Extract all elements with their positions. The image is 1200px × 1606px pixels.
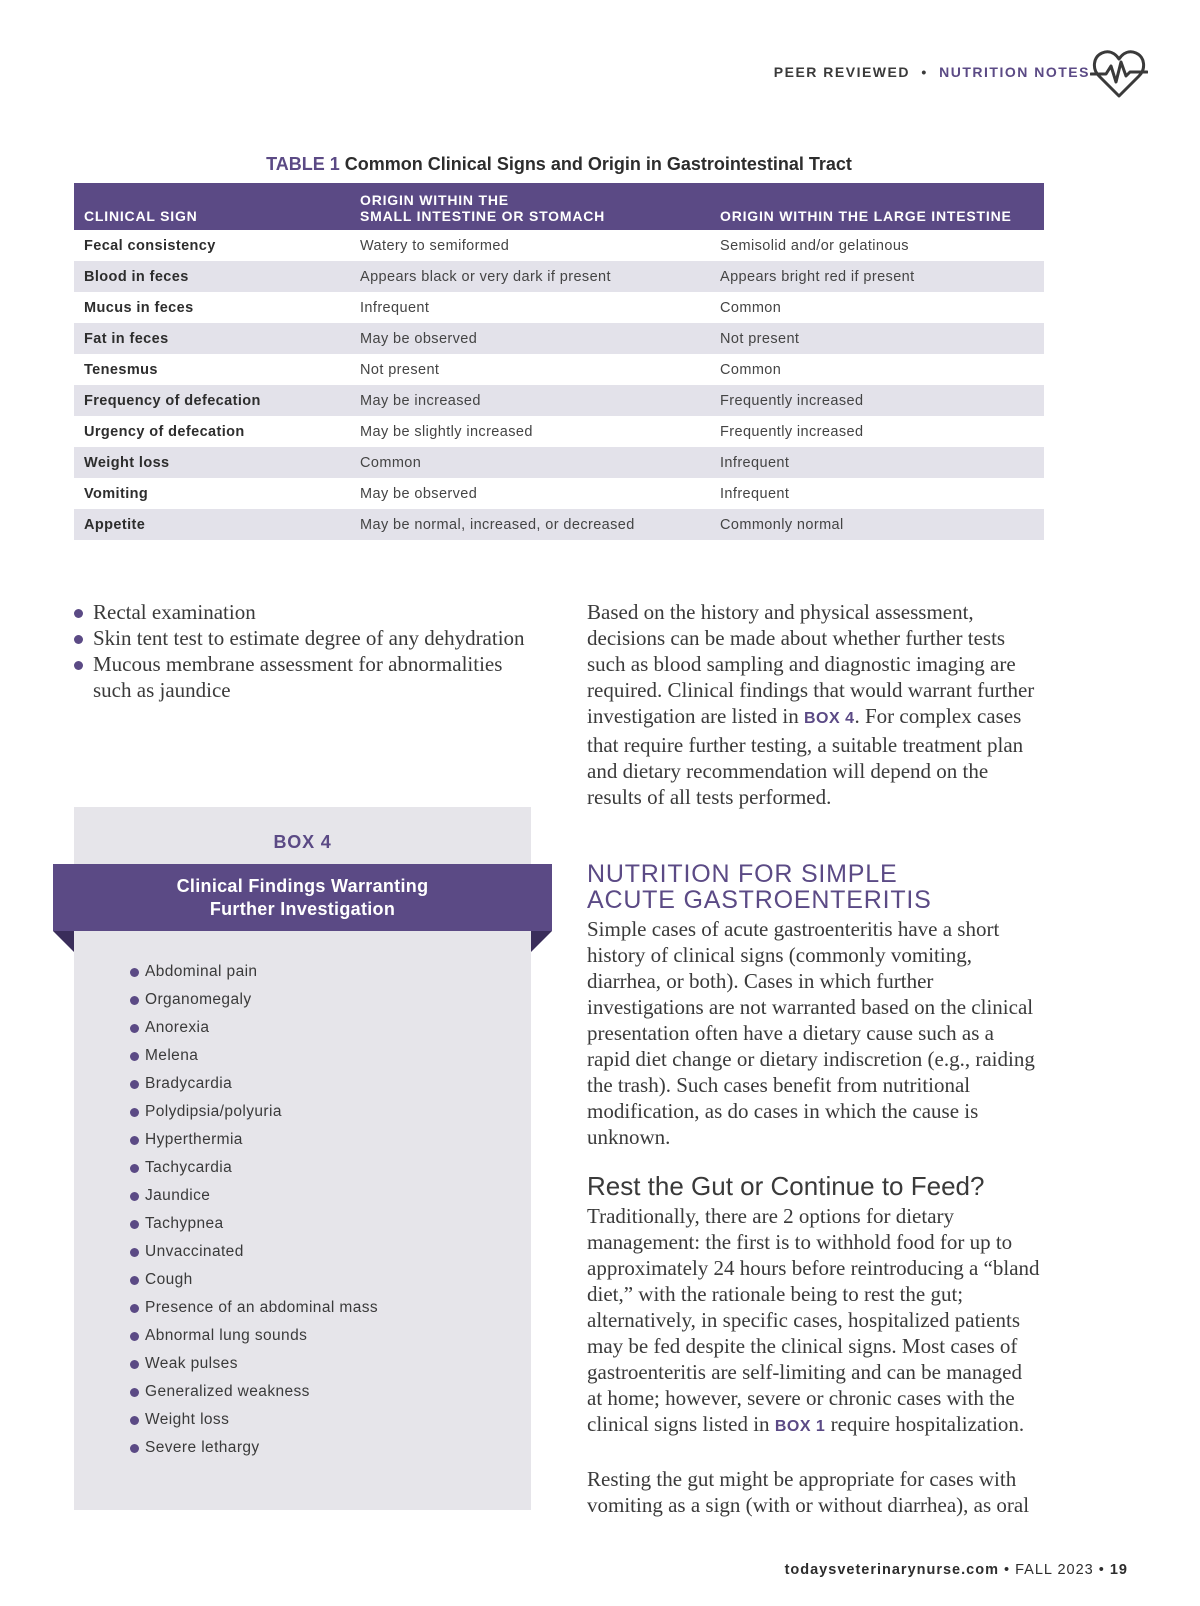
table-title	[74, 154, 1044, 175]
box4-title-line: Clinical Findings Warranting	[176, 876, 429, 896]
table-row-label: Fat in feces	[74, 323, 350, 354]
table-header-cell	[350, 183, 710, 230]
banner-fold-right	[531, 931, 552, 952]
list-item: Hyperthermia	[130, 1126, 378, 1154]
list-item: Generalized weakness	[130, 1378, 378, 1406]
list-item: Skin tent test to estimate degree of any dehydration	[74, 625, 544, 651]
list-item: Cough	[130, 1266, 378, 1294]
running-header	[774, 64, 1090, 80]
list-item: Weak pulses	[130, 1350, 378, 1378]
box4-title-line: Further Investigation	[209, 899, 396, 919]
table-cell: Common	[720, 361, 782, 378]
table-row	[74, 261, 1044, 292]
table-row	[74, 292, 1044, 323]
box4-label: BOX 4	[273, 832, 332, 852]
table-header-cell: CLINICAL SIGN	[74, 183, 350, 230]
list-item: Weight loss	[130, 1406, 378, 1434]
peer-reviewed-label: PEER REVIEWED	[773, 64, 910, 80]
table-row-label: Blood in feces	[74, 261, 350, 292]
table-cell: May be normal, increased, or decreased	[350, 509, 710, 540]
table-label: TABLE 1	[266, 154, 340, 174]
table-cell: Not present	[360, 361, 440, 378]
table-row	[74, 478, 1044, 509]
heading-line: ACUTE GASTROENTERITIS	[587, 886, 932, 914]
list-item: Severe lethargy	[130, 1434, 378, 1462]
list-item: Anorexia	[130, 1014, 378, 1042]
list-item: Tachypnea	[130, 1210, 378, 1238]
table-row-label: Frequency of defecation	[74, 385, 350, 416]
table-row-label: Fecal consistency	[84, 237, 216, 254]
table-cell: Infrequent	[720, 485, 790, 502]
table-cell: Semisolid and/or gelatinous	[720, 237, 909, 254]
table-row-label: Weight loss	[74, 447, 350, 478]
header-line: ORIGIN WITHIN THE	[360, 192, 509, 208]
footer-separator: •	[1004, 1562, 1011, 1578]
table-cell: Appears black or very dark if present	[350, 261, 710, 292]
table-cell: Common	[720, 299, 782, 316]
paragraph-text: require hospitalization.	[825, 1412, 1025, 1436]
box4-findings-list	[130, 958, 378, 1462]
list-item: Abdominal pain	[130, 958, 378, 986]
list-item: Polydipsia/polyuria	[130, 1098, 378, 1126]
table-cell: Frequently increased	[720, 423, 864, 440]
table-row	[74, 354, 1044, 385]
list-item: Rectal examination	[74, 599, 544, 625]
subsection-heading: Rest the Gut or Continue to Feed?	[587, 1171, 985, 1201]
table-cell: Appears bright red if present	[710, 261, 1044, 292]
table-cell: Commonly normal	[710, 509, 1044, 540]
paragraph-text: Based on the history and physical assessment, decisions can be made about whether further tests such as blood sampling and diagnostic imaging are required. Clinical findings that would warrant further investigation are listed in	[587, 600, 1035, 728]
paragraph-text: Traditionally, there are 2 options for dietary management: the first is to withhold food for up to approximately 24 hours before reintroducing a “bland diet,” with the rationale being to rest the gut; alternatively, in specific cases, hospitalized patients may be fed despite the clinical signs. Most cases of gastroenteritis are self-limiting and can be managed at home; however, severe or chronic cases with the clinical signs listed in	[587, 1204, 1040, 1436]
body-paragraph: Simple cases of acute gastroenteritis have a short history of clinical signs (commonly vomiting, diarrhea, or both). Cases in which further investigations are not warranted based on the clinical presentation often have a dietary cause such as a rapid diet change or dietary indiscretion (e.g., raiding the trash). Such cases benefit from nutritional modification, as do cases in which the cause is unknown.	[587, 917, 1035, 1149]
table-cell: Common	[350, 447, 710, 478]
table-row-label: Mucus in feces	[84, 299, 194, 316]
footer-separator: •	[1098, 1562, 1105, 1578]
heading-line: NUTRITION FOR SIMPLE	[587, 860, 898, 888]
section-label: NUTRITION NOTES	[939, 64, 1090, 80]
exam-bullet-list	[74, 599, 544, 703]
list-item: Melena	[130, 1042, 378, 1070]
header-line: SMALL INTESTINE OR STOMACH	[360, 208, 606, 224]
box-reference: BOX 4	[803, 710, 855, 727]
page-number: 19	[1109, 1562, 1128, 1578]
table-row-label: Urgency of defecation	[84, 423, 245, 440]
table-title-text: Common Clinical Signs and Origin in Gastrointestinal Tract	[344, 154, 852, 174]
section-heading	[587, 861, 1042, 913]
table-header-cell: ORIGIN WITHIN THE LARGE INTESTINE	[710, 183, 1044, 230]
table-row-label: Tenesmus	[84, 361, 158, 378]
table-row-label: Appetite	[74, 509, 350, 540]
heart-pulse-icon	[1090, 46, 1148, 100]
table-cell: Infrequent	[360, 299, 430, 316]
list-item: Tachycardia	[130, 1154, 378, 1182]
table-cell: May be observed	[360, 485, 478, 502]
table-cell: May be slightly increased	[360, 423, 533, 440]
list-item: Presence of an abdominal mass	[130, 1294, 378, 1322]
header-separator: •	[921, 64, 928, 80]
box-reference: BOX 1	[774, 1418, 826, 1435]
footer-issue: FALL 2023	[1015, 1562, 1094, 1578]
table-row	[74, 509, 1044, 540]
list-item: Jaundice	[130, 1182, 378, 1210]
box4-title-banner	[53, 864, 552, 931]
list-item: Bradycardia	[130, 1070, 378, 1098]
table-row	[74, 447, 1044, 478]
table-cell: Infrequent	[710, 447, 1044, 478]
table-row	[74, 323, 1044, 354]
table-row	[74, 385, 1044, 416]
table-cell: Frequently increased	[710, 385, 1044, 416]
body-paragraph	[587, 1203, 1042, 1440]
body-paragraph	[587, 599, 1042, 810]
table-cell: May be observed	[350, 323, 710, 354]
list-item: Mucous membrane assessment for abnormalities such as jaundice	[74, 651, 544, 703]
banner-fold-left	[53, 931, 74, 952]
table-header-row	[74, 183, 1044, 230]
table-cell: Watery to semiformed	[360, 237, 510, 254]
list-item: Organomegaly	[130, 986, 378, 1014]
list-item: Abnormal lung sounds	[130, 1322, 378, 1350]
body-paragraph: Resting the gut might be appropriate for cases with vomiting as a sign (with or without diarrhea), as oral	[587, 1467, 1030, 1517]
table-row	[74, 230, 1044, 261]
table-row	[74, 416, 1044, 447]
footer-site: todaysveterinarynurse.com	[784, 1562, 999, 1578]
table-cell: Not present	[710, 323, 1044, 354]
paragraph-text: . For complex cases that require further testing, a suitable treatment plan and dietary recommendation will depend on the results of all tests performed.	[587, 704, 1024, 809]
page-footer	[785, 1562, 1128, 1578]
list-item: Unvaccinated	[130, 1238, 378, 1266]
clinical-signs-table	[74, 183, 1044, 540]
table-cell: May be increased	[350, 385, 710, 416]
table-row-label: Vomiting	[84, 485, 149, 502]
